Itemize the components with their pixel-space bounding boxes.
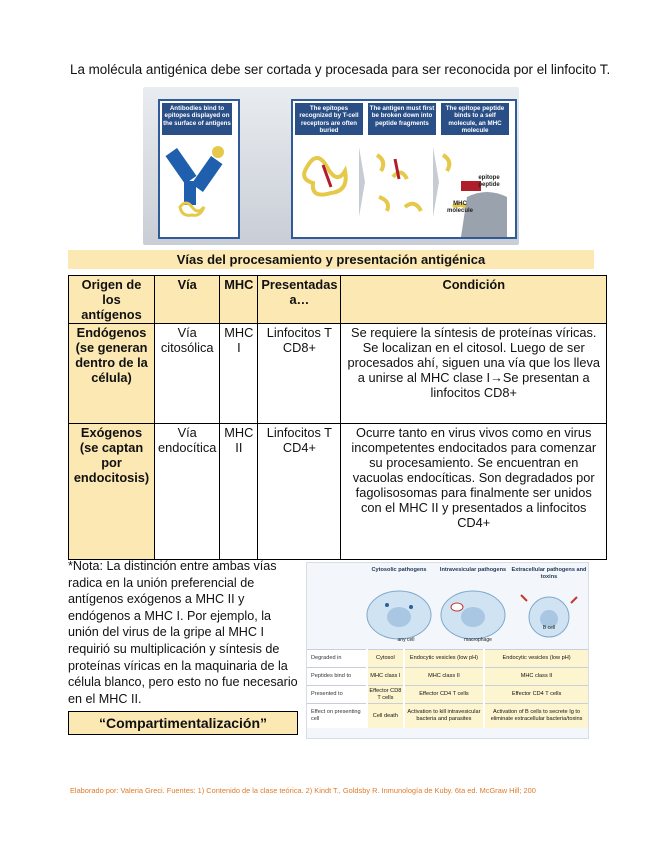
presented-to-cell: Linfocitos T CD8+ [258, 324, 341, 424]
note-text: *Nota: La distinción entre ambas vías radica en la unión preferencial de antígenos exógenos a MHC II y endógenos a MHC I. Por ejemplo, la unión del virus de la gripe al MHC I requirió su multiplicación y síntesis de proteínas víricas en la maquinaria de la célula blanco, pero esto no fue necesario en el MHC II. [68, 559, 298, 706]
mhc-cell: MHC I [220, 324, 258, 424]
figure-row-label: Peptides bind to [307, 668, 367, 686]
cell-label: any cell [397, 637, 415, 643]
origin-cell: Exógenos (se captan por endocitosis) [69, 424, 155, 560]
table-header-row [69, 276, 607, 324]
presented-to-cell: Linfocitos T CD4+ [258, 424, 341, 560]
figure-row-label: Degraded in [307, 650, 367, 668]
figure-table [307, 649, 588, 728]
column-header: Vía [155, 276, 220, 324]
antigen-processing-figure [143, 87, 519, 245]
mhc-cell: MHC II [220, 424, 258, 560]
figure-row-label: Presented to [307, 686, 367, 704]
column-header: Presentadas a… [258, 276, 341, 324]
antibody-panel [158, 99, 240, 239]
figure-cell: Cell death [367, 704, 404, 728]
figure-column-header: Cytosolic pathogens [371, 567, 427, 573]
cell-illustrations [307, 585, 588, 649]
table-title: Vías del procesamiento y presentación antigénica [68, 250, 594, 269]
figure-caption: The antigen must first be broken down into peptide fragments [368, 103, 436, 135]
intro-text: La molécula antigénica debe ser cortada y procesada para ser reconocida por el linfocito T. [70, 62, 611, 77]
figure-cell: Effector CD8 T cells [367, 686, 404, 704]
figure-row [307, 704, 588, 728]
pathogen-compartment-figure [306, 562, 589, 739]
antigen-pathways-table [68, 275, 607, 560]
epitope-label: epitope peptide [478, 175, 500, 188]
mhc-label: MHC molecule [446, 201, 473, 214]
condition-cell: Ocurre tanto en virus vivos como en virus incompetentes endocitados para comenzar su procesamiento. Se encuentran en vacuolas endocíticas. Son degradados por fagolisosomas para finalmente ser unidos con el MHC II y presentados a linfocitos CD4+ [341, 424, 607, 560]
tcell-panel [291, 99, 517, 239]
figure-column-header: Intravesicular pathogens [439, 567, 507, 573]
cell-label: B cell [542, 625, 556, 631]
figure-caption: Antibodies bind to epitopes displayed on the surface of antigens [162, 103, 232, 135]
condition-cell: Se requiere la síntesis de proteínas víricas. Se localizan en el citosol. Luego de ser procesados ahí, siguen una vía que los lleva a unirse al MHC clase I→Se presentan a linfocitos CD8+ [341, 324, 607, 424]
figure-cell: Cytosol [367, 650, 404, 668]
figure-column-header: Extracellular pathogens and toxins [511, 567, 587, 580]
figure-row [307, 668, 588, 686]
origin-cell: Endógenos (se generan dentro de la célula) [69, 324, 155, 424]
figure-cell: MHC class II [404, 668, 484, 686]
figure-cell: Effector CD4 T cells [404, 686, 484, 704]
column-header: Condición [341, 276, 607, 324]
figure-cell: Activation to kill intravesicular bacteria and parasites [404, 704, 484, 728]
figure-row-label: Effect on presenting cell [307, 704, 367, 728]
pathway-cell: Vía endocítica [155, 424, 220, 560]
compartmentalization-heading: “Compartimentalización” [68, 711, 298, 735]
figure-cell: MHC class I [367, 668, 404, 686]
figure-cell: Endocytic vesicles (low pH) [484, 650, 588, 668]
figure-cell: MHC class II [484, 668, 588, 686]
figure-row [307, 686, 588, 704]
table-row [69, 424, 607, 560]
pathway-cell: Vía citosólica [155, 324, 220, 424]
table-row [69, 324, 607, 424]
column-header: MHC [220, 276, 258, 324]
figure-caption: The epitopes recognized by T-cell receptors are often buried [295, 103, 363, 135]
cell-label: macrophage [464, 637, 492, 643]
figure-caption: The epitope peptide binds to a self molecule, an MHC molecule [441, 103, 509, 135]
footer-credits: Elaborado por: Valeria Greci. Fuentes: 1) Contenido de la clase teórica. 2) Kindt T., Goldsby R. Inmunología de Kuby. 6ta ed. McGraw Hill; 200 [70, 786, 536, 795]
figure-row [307, 650, 588, 668]
figure-cell: Activation of B cells to secrete Ig to eliminate extracellular bacteria/toxins [484, 704, 588, 728]
figure-cell: Endocytic vesicles (low pH) [404, 650, 484, 668]
antibody-illustration [160, 137, 238, 237]
column-header: Origen de los antígenos [69, 276, 155, 324]
figure-cell: Effector CD4 T cells [484, 686, 588, 704]
